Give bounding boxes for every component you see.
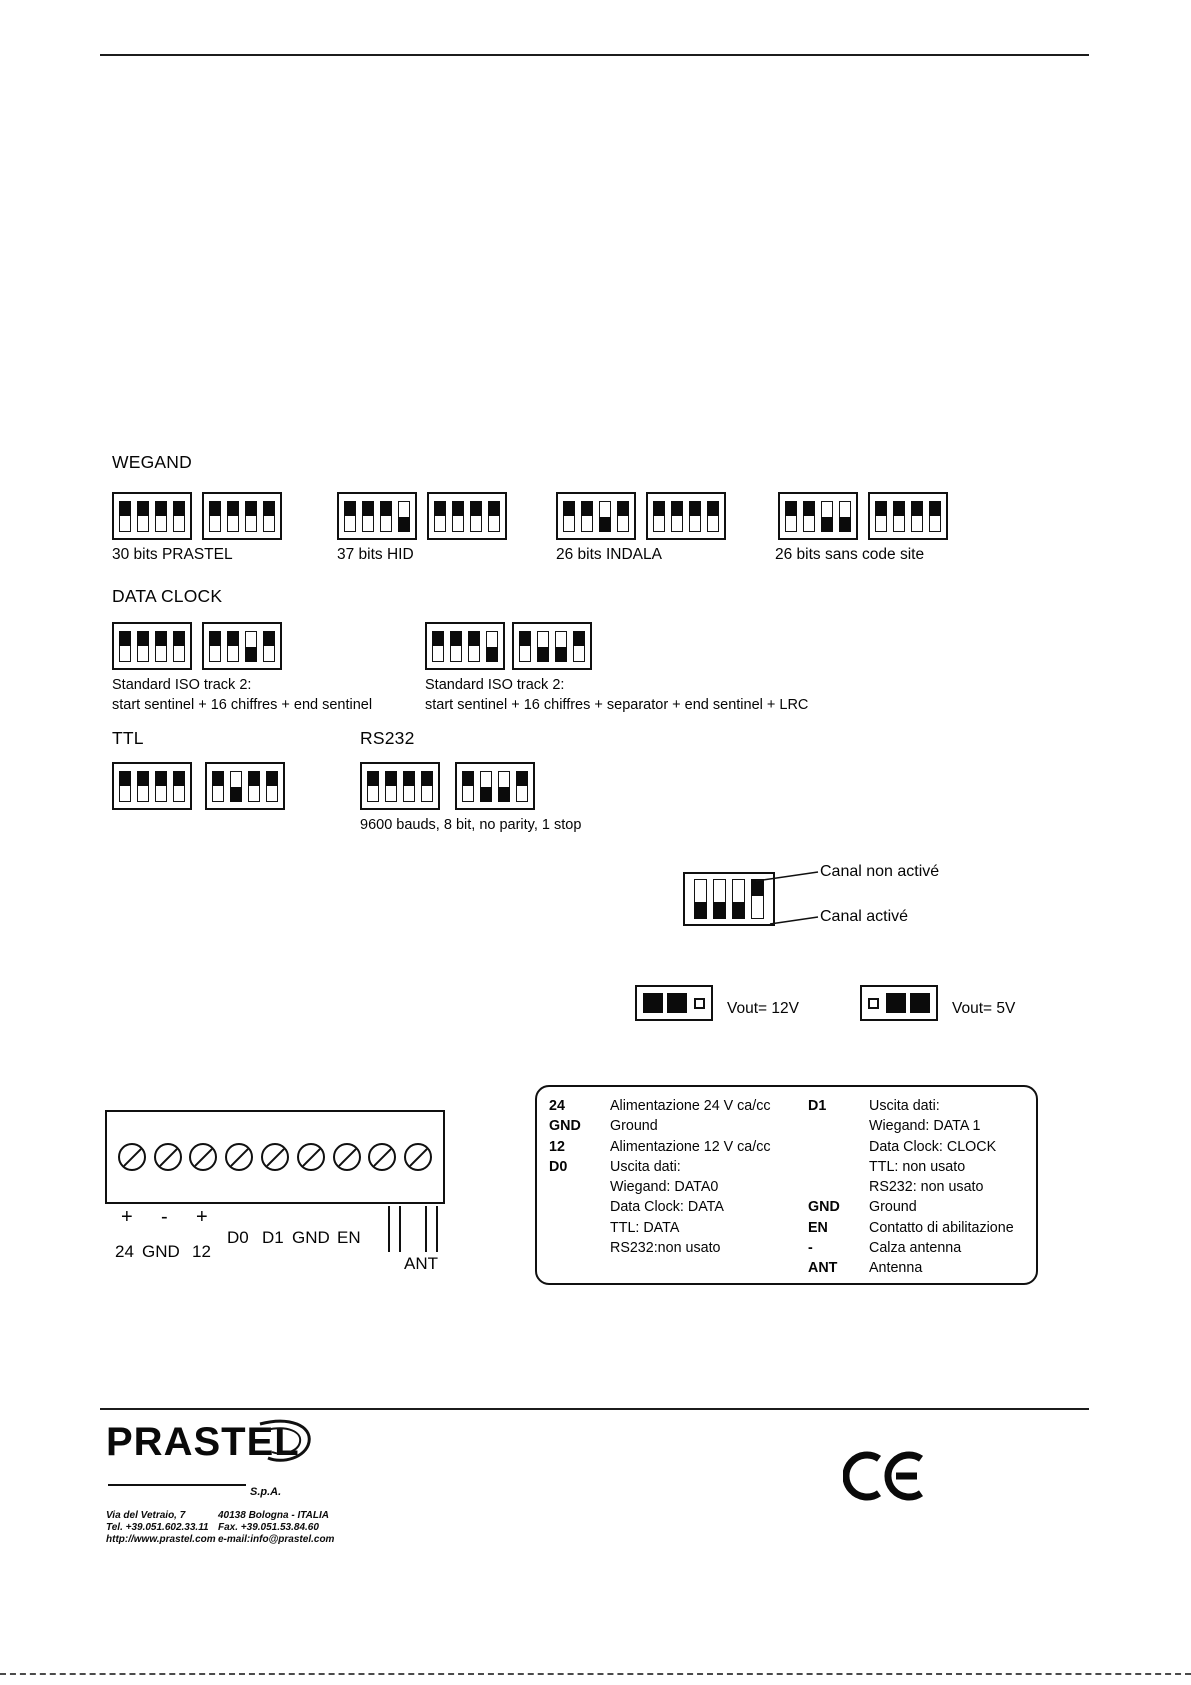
legend-row xyxy=(549,1116,771,1136)
dip-knob-up xyxy=(707,501,719,516)
dip-knob-down xyxy=(498,787,510,802)
dip-switch-lever xyxy=(671,501,683,532)
legend-definition: Uscita dati: xyxy=(869,1098,940,1114)
dip-knob-up xyxy=(450,631,462,646)
terminal-block xyxy=(105,1110,445,1204)
screw-terminal-icon xyxy=(154,1143,182,1171)
legend-definition: RS232: non usato xyxy=(869,1179,984,1196)
legend-row xyxy=(808,1116,1014,1136)
section-title-wegand: WEGAND xyxy=(112,452,192,472)
dip-switch-lever xyxy=(367,771,379,802)
dip-switch-lever xyxy=(137,771,149,802)
prastel-suffix: S.p.A. xyxy=(250,1486,282,1498)
legend-term: EN xyxy=(808,1219,828,1236)
dip-knob-up xyxy=(385,771,397,786)
legend-term: 24 xyxy=(549,1098,565,1114)
legend-definition: Contatto di abilitazione xyxy=(869,1219,1014,1236)
legend-row xyxy=(808,1197,1014,1217)
dip-block-hid-2 xyxy=(427,492,507,540)
dip-switch-lever xyxy=(785,501,797,532)
dip-block-indala-1 xyxy=(556,492,636,540)
dip-knob-up xyxy=(212,771,224,786)
legend-term: GND xyxy=(808,1199,840,1216)
screw-slot xyxy=(191,1145,216,1170)
terminal-label-d0: D0 xyxy=(227,1228,249,1247)
screw-slot xyxy=(298,1145,323,1170)
legend-row xyxy=(808,1218,1014,1238)
legend-definition: Wiegand: DATA0 xyxy=(610,1179,719,1196)
prastel-logo-swirl-icon xyxy=(232,1412,318,1476)
dip-switch-lever xyxy=(470,501,482,532)
dip-knob-up xyxy=(689,501,701,516)
dip-switch-lever xyxy=(227,631,239,662)
dip-knob-up xyxy=(421,771,433,786)
dip-knob-up xyxy=(362,501,374,516)
screw-terminal-icon xyxy=(333,1143,361,1171)
legend-row xyxy=(549,1096,771,1116)
screw-terminal-icon xyxy=(225,1143,253,1171)
dip-switch-lever xyxy=(599,501,611,532)
dip-knob-up xyxy=(653,501,665,516)
dip-block-prastel-1 xyxy=(112,492,192,540)
dip-switch-lever xyxy=(519,631,531,662)
dip-config-label: 26 bits INDALA xyxy=(556,546,662,563)
dip-knob-up xyxy=(516,771,528,786)
legend-row xyxy=(549,1177,771,1197)
jumper-pin-open xyxy=(868,998,879,1009)
dip-switch-lever xyxy=(230,771,242,802)
logo-underline xyxy=(108,1484,246,1486)
address-line: Via del Vetraio, 7 xyxy=(106,1510,186,1521)
screw-slot xyxy=(119,1145,144,1170)
dip-switch-lever xyxy=(563,501,575,532)
footer-address-col2 xyxy=(218,1510,334,1546)
terminal-label-plus-12: + xyxy=(196,1206,208,1228)
dip-knob-down xyxy=(480,787,492,802)
footer-rule xyxy=(100,1408,1089,1410)
dip-block-ttl-1 xyxy=(112,762,192,810)
terminal-label-plus-24: + xyxy=(121,1206,133,1228)
legend-row xyxy=(808,1137,1014,1157)
legend-definition: Wiegand: DATA 1 xyxy=(869,1118,981,1135)
legend-term: D1 xyxy=(808,1098,827,1114)
dip-switch-lever xyxy=(209,501,221,532)
terminal-label-en: EN xyxy=(337,1228,361,1247)
dip-block-iso-1 xyxy=(112,622,192,670)
dip-switch-lever xyxy=(248,771,260,802)
caption-line: Standard ISO track 2: xyxy=(112,677,252,693)
dip-block-sans-code-1 xyxy=(778,492,858,540)
terminal-label-12: 12 xyxy=(192,1242,211,1261)
screw-terminal-icon xyxy=(297,1143,325,1171)
legend-row xyxy=(808,1096,1014,1116)
dip-switch-lever xyxy=(555,631,567,662)
screw-slot xyxy=(405,1145,430,1170)
dip-switch-lever xyxy=(537,631,549,662)
dip-knob-up xyxy=(573,631,585,646)
dip-knob-down xyxy=(821,517,833,532)
antenna-wire-line xyxy=(388,1206,390,1252)
dip-switch-lever xyxy=(434,501,446,532)
dip-knob-up xyxy=(519,631,531,646)
legend-row xyxy=(808,1177,1014,1197)
dip-switch-lever xyxy=(212,771,224,802)
prastel-logo: PRASTEL xyxy=(106,1420,300,1464)
dip-block-iso-lrc-1 xyxy=(425,622,505,670)
dip-block-hid-1 xyxy=(337,492,417,540)
legend-term xyxy=(549,1218,610,1238)
dip-switch-lever xyxy=(480,771,492,802)
vout-5v-label: Vout= 5V xyxy=(952,1000,1016,1017)
legend-definition: Antenna xyxy=(869,1260,923,1277)
dip-switch-lever xyxy=(227,501,239,532)
legend-term xyxy=(808,1116,869,1136)
legend-definition: Ground xyxy=(869,1199,917,1216)
section-title-data-clock: DATA CLOCK xyxy=(112,586,223,606)
terminal-label-d1: D1 xyxy=(262,1228,284,1247)
jumper-pin-closed xyxy=(910,993,930,1013)
dip-switch-lever xyxy=(403,771,415,802)
screw-terminal-icon xyxy=(368,1143,396,1171)
dip-block-rs232-2 xyxy=(455,762,535,810)
dip-knob-up xyxy=(173,631,185,646)
dip-switch-lever xyxy=(689,501,701,532)
ce-mark-icon xyxy=(843,1450,943,1504)
canal-activated-label: Canal activé xyxy=(820,908,909,925)
vout-12v-label: Vout= 12V xyxy=(727,1000,799,1017)
dip-block-ttl-2 xyxy=(205,762,285,810)
dip-knob-up xyxy=(173,771,185,786)
screw-slot xyxy=(334,1145,359,1170)
dip-knob-up xyxy=(263,631,275,646)
dip-switch-lever xyxy=(119,771,131,802)
dataclock-caption-1 xyxy=(112,676,372,715)
screw-terminal-icon xyxy=(261,1143,289,1171)
dip-knob-up xyxy=(785,501,797,516)
dip-knob-up xyxy=(119,501,131,516)
dip-knob-up xyxy=(245,501,257,516)
footer-address-col1 xyxy=(106,1510,216,1546)
dip-knob-up xyxy=(344,501,356,516)
dip-knob-up xyxy=(488,501,500,516)
dip-switch-lever xyxy=(516,771,528,802)
legend-term: - xyxy=(808,1240,813,1257)
dip-block-iso-lrc-2 xyxy=(512,622,592,670)
legend-definition: Alimentazione 12 V ca/cc xyxy=(610,1138,771,1155)
dip-knob-up xyxy=(432,631,444,646)
dip-switch-lever xyxy=(498,771,510,802)
dip-block-iso-2 xyxy=(202,622,282,670)
top-rule xyxy=(100,54,1089,56)
legend-term xyxy=(549,1197,610,1217)
dip-switch-lever xyxy=(344,501,356,532)
dip-config-label: 37 bits HID xyxy=(337,546,414,563)
screw-slot xyxy=(262,1145,287,1170)
screw-terminal-icon xyxy=(189,1143,217,1171)
dip-knob-down xyxy=(839,517,851,532)
legend-term: ANT xyxy=(808,1260,838,1277)
legend-term xyxy=(808,1157,869,1177)
address-line: e-mail:info@prastel.com xyxy=(218,1534,335,1545)
jumper-pin-closed xyxy=(886,993,906,1013)
dip-switch-lever xyxy=(875,501,887,532)
dip-knob-up xyxy=(209,631,221,646)
antenna-wire-line xyxy=(399,1206,401,1252)
page-bottom-perforation xyxy=(0,1673,1191,1675)
dip-switch-lever xyxy=(245,631,257,662)
dip-switch-lever xyxy=(173,501,185,532)
dip-switch-lever xyxy=(385,771,397,802)
legend-term: GND xyxy=(549,1118,581,1135)
screw-terminal-icon xyxy=(118,1143,146,1171)
legend-definition: TTL: non usato xyxy=(869,1158,966,1175)
dip-knob-up xyxy=(403,771,415,786)
dip-knob-down xyxy=(537,647,549,662)
dip-switch-lever xyxy=(911,501,923,532)
canal-not-activated-label: Canal non activé xyxy=(820,863,940,880)
legend-left-column xyxy=(549,1096,771,1258)
dip-knob-up xyxy=(227,501,239,516)
dip-switch-lever xyxy=(893,501,905,532)
dip-knob-up xyxy=(263,501,275,516)
dip-knob-up xyxy=(434,501,446,516)
terminal-label-minus: - xyxy=(161,1206,168,1228)
dip-knob-up xyxy=(452,501,464,516)
dip-knob-up xyxy=(119,631,131,646)
legend-definition: Uscita dati: xyxy=(610,1158,681,1175)
legend-term xyxy=(808,1177,869,1197)
dip-switch-lever xyxy=(119,631,131,662)
legend-row xyxy=(808,1258,1014,1278)
dip-switch-lever xyxy=(488,501,500,532)
dip-knob-up xyxy=(266,771,278,786)
dip-block-prastel-2 xyxy=(202,492,282,540)
legend-term xyxy=(549,1238,610,1258)
dip-switch-lever xyxy=(263,631,275,662)
address-line: http://www.prastel.com xyxy=(106,1534,216,1545)
dip-switch-lever xyxy=(173,631,185,662)
jumper-pin-closed xyxy=(643,993,663,1013)
vout-jumper-12v xyxy=(635,985,713,1021)
dip-switch-lever xyxy=(486,631,498,662)
dip-switch-lever xyxy=(362,501,374,532)
dip-knob-up xyxy=(617,501,629,516)
legend-right-column xyxy=(808,1096,1014,1279)
dip-config-label: 26 bits sans code site xyxy=(775,546,925,563)
dip-knob-up xyxy=(380,501,392,516)
dip-knob-up xyxy=(581,501,593,516)
dip-switch-lever xyxy=(707,501,719,532)
antenna-wire-line xyxy=(425,1206,427,1252)
address-line: Tel. +39.051.602.33.11 xyxy=(106,1522,209,1533)
dip-knob-up xyxy=(875,501,887,516)
dip-switch-lever xyxy=(821,501,833,532)
dip-switch-lever xyxy=(398,501,410,532)
dip-switch-lever xyxy=(432,631,444,662)
dip-knob-up xyxy=(563,501,575,516)
dip-switch-lever xyxy=(380,501,392,532)
jumper-pin-closed xyxy=(667,993,687,1013)
dip-switch-lever xyxy=(209,631,221,662)
dip-knob-up xyxy=(462,771,474,786)
dip-knob-up xyxy=(155,501,167,516)
dip-switch-lever xyxy=(803,501,815,532)
dip-knob-up xyxy=(137,501,149,516)
dip-switch-lever xyxy=(155,501,167,532)
caption-line: start sentinel + 16 chiffres + end sentinel xyxy=(112,696,373,713)
dip-knob-up xyxy=(119,771,131,786)
dip-switch-lever xyxy=(462,771,474,802)
dip-knob-up xyxy=(155,631,167,646)
terminal-label-gnd2: GND xyxy=(292,1228,330,1247)
legend-definition: Alimentazione 24 V ca/cc xyxy=(610,1098,771,1114)
dip-knob-up xyxy=(671,501,683,516)
legend-definition: Data Clock: DATA xyxy=(610,1199,724,1216)
dip-switch-lever xyxy=(452,501,464,532)
legend-row xyxy=(549,1197,771,1217)
legend-definition: RS232:non usato xyxy=(610,1240,721,1257)
vout-jumper-5v xyxy=(860,985,938,1021)
terminal-label-gnd: GND xyxy=(142,1242,180,1261)
dip-switch-lever xyxy=(653,501,665,532)
dip-switch-lever xyxy=(581,501,593,532)
legend-box xyxy=(535,1085,1038,1285)
dip-knob-up xyxy=(209,501,221,516)
dip-knob-up xyxy=(155,771,167,786)
legend-definition: Data Clock: CLOCK xyxy=(869,1138,997,1155)
dip-block-sans-code-2 xyxy=(868,492,948,540)
legend-row xyxy=(808,1238,1014,1258)
dip-switch-lever xyxy=(263,501,275,532)
dip-switch-lever xyxy=(155,631,167,662)
dip-knob-up xyxy=(173,501,185,516)
dip-knob-down xyxy=(230,787,242,802)
dip-knob-up xyxy=(137,631,149,646)
dip-knob-up xyxy=(367,771,379,786)
dip-switch-lever xyxy=(573,631,585,662)
dip-switch-lever xyxy=(468,631,480,662)
screw-slot xyxy=(155,1145,180,1170)
address-line: Fax. +39.051.53.84.60 xyxy=(218,1522,319,1533)
dip-switch-lever xyxy=(155,771,167,802)
legend-row xyxy=(549,1157,771,1177)
dip-block-rs232-1 xyxy=(360,762,440,810)
legend-term xyxy=(808,1137,869,1157)
screw-slot xyxy=(226,1145,251,1170)
dip-switch-lever xyxy=(137,501,149,532)
legend-term: 12 xyxy=(549,1138,565,1155)
dip-knob-up xyxy=(137,771,149,786)
dip-switch-lever xyxy=(421,771,433,802)
legend-definition: Calza antenna xyxy=(869,1240,962,1257)
dip-switch-lever xyxy=(266,771,278,802)
dip-knob-down xyxy=(555,647,567,662)
legend-term: D0 xyxy=(549,1158,568,1175)
dip-knob-up xyxy=(929,501,941,516)
dip-knob-down xyxy=(398,517,410,532)
dip-knob-down xyxy=(486,647,498,662)
dip-switch-lever xyxy=(839,501,851,532)
legend-term xyxy=(549,1177,610,1197)
address-line: 40138 Bologna - ITALIA xyxy=(218,1510,329,1521)
dip-knob-up xyxy=(227,631,239,646)
jumper-pin-open xyxy=(694,998,705,1009)
dip-switch-lever xyxy=(450,631,462,662)
dip-knob-up xyxy=(803,501,815,516)
screw-slot xyxy=(370,1145,395,1170)
dip-switch-lever xyxy=(617,501,629,532)
legend-row xyxy=(549,1238,771,1258)
dip-knob-up xyxy=(893,501,905,516)
terminal-label-24: 24 xyxy=(115,1242,134,1261)
caption-line: Standard ISO track 2: xyxy=(425,677,565,693)
dip-switch-lever xyxy=(173,771,185,802)
dip-knob-up xyxy=(470,501,482,516)
dataclock-caption-2 xyxy=(425,676,808,715)
legend-row xyxy=(549,1137,771,1157)
antenna-wire-line xyxy=(436,1206,438,1252)
screw-terminal-icon xyxy=(404,1143,432,1171)
legend-row xyxy=(808,1157,1014,1177)
dip-switch-lever xyxy=(137,631,149,662)
dip-block-indala-2 xyxy=(646,492,726,540)
dip-config-label: 30 bits PRASTEL xyxy=(112,546,233,563)
dip-knob-up xyxy=(911,501,923,516)
rs232-caption: 9600 bauds, 8 bit, no parity, 1 stop xyxy=(360,817,582,833)
dip-switch-lever xyxy=(245,501,257,532)
dip-switch-lever xyxy=(929,501,941,532)
dip-switch-lever xyxy=(119,501,131,532)
terminal-label-ant: ANT xyxy=(404,1254,438,1273)
dip-knob-down xyxy=(245,647,257,662)
section-title-ttl: TTL xyxy=(112,728,144,748)
dip-knob-up xyxy=(468,631,480,646)
dip-knob-down xyxy=(599,517,611,532)
dip-knob-up xyxy=(248,771,260,786)
legend-definition: Ground xyxy=(610,1118,658,1135)
caption-line: start sentinel + 16 chiffres + separator + end sentinel + LRC xyxy=(425,696,809,713)
section-title-rs232: RS232 xyxy=(360,728,415,748)
legend-definition: TTL: DATA xyxy=(610,1219,680,1236)
legend-row xyxy=(549,1218,771,1238)
